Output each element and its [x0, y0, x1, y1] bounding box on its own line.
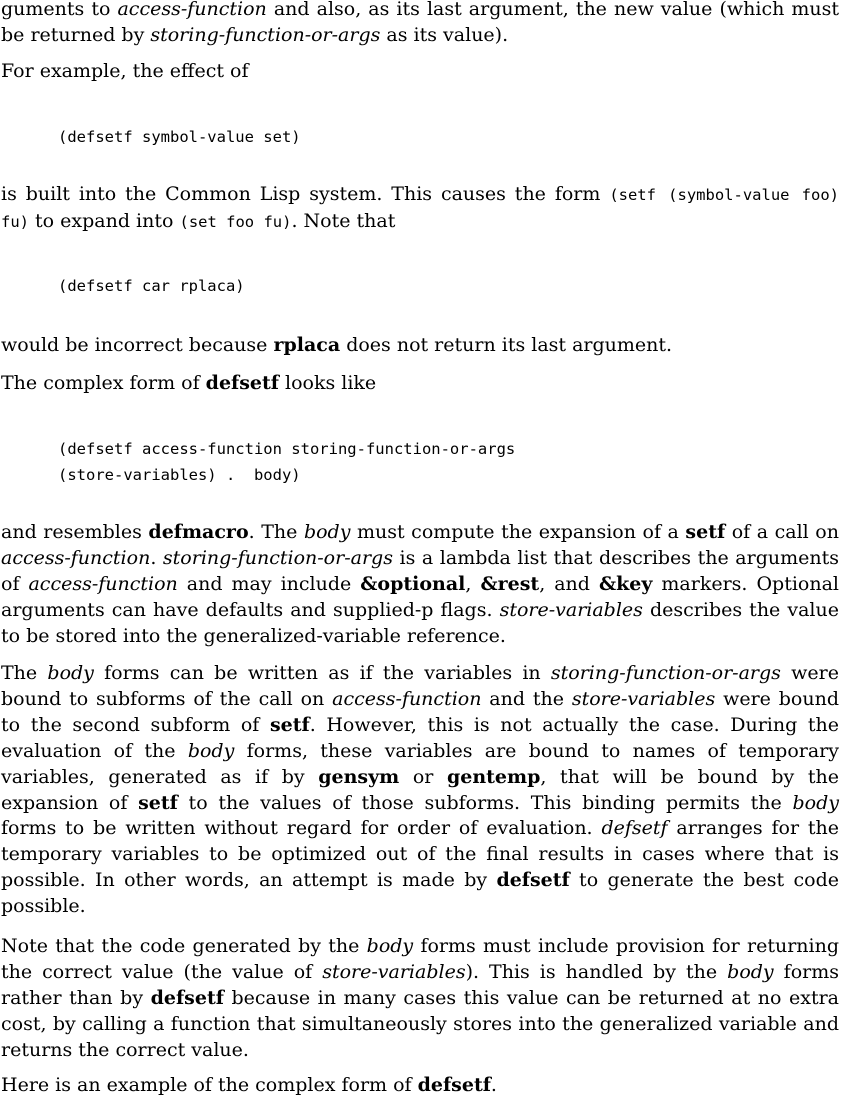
code-inline-setf-form: (setf (symbol-value foo) fu) [1, 186, 840, 231]
term-defsetf: defsetf [205, 372, 279, 394]
term-rplaca: rplaca [273, 334, 341, 356]
paragraph-incorrect: would be incorrect because rplaca does not return its last argument. [1, 334, 673, 356]
paragraph-code-generated: Note that the code generated by the body forms must include provision for returning the correct value (the value of store-variables). This is handled by the body forms rather than by defsetf because in many cases this value can be returned at no extra cost, by calling a function that simultaneously stores into the generalized variable and returns the correct value. [1, 935, 840, 1061]
paragraph-example-complex: Here is an example of the complex form of defsetf. [1, 1074, 497, 1096]
paragraph-example-intro: For example, the effect of [1, 60, 249, 82]
paragraph-built-in: is built into the Common Lisp system. This causes the form (setf (symbol-value foo) fu) to expand into (set foo fu). Note that [1, 183, 840, 232]
paragraph-resembles-defmacro: and resembles defmacro. The body must compute the expansion of a setf of a call on access-function. storing-function-or-args is a lambda list that describes the arguments of access-function and may include &optional, &rest, and &key markers. Optional arguments can have defaults and supplied-p flags. store-variables describes the value to be stored into the generalized-variable reference. [1, 521, 839, 647]
code-block-defsetf-car: (defsetf car rplaca) [58, 277, 245, 295]
code-block-complex-defsetf: (defsetf access-function storing-function-or-args (store-variables) . body) [58, 440, 516, 484]
paragraph-body-forms: The body forms can be written as if the variables in storing-function-or-args were bound to subforms of the call on access-function and the store-variables were bound to the second subform of setf. However, this is not actually the case. During the evaluation of the body forms, these variables are bound to names of temporary variables, generated as if by gensym or gentemp, that will be bound by the expansion of setf to the values of those subforms. This binding permits the body forms to be written without regard for order of evaluation. defsetf arranges for the temporary variables to be optimized out of the final results in cases where that is possible. In other words, an attempt is made by defsetf to generate the best code possible. [1, 662, 840, 918]
code-inline-set-form: (set foo fu) [179, 212, 292, 231]
term-defsetf-final: defsetf [417, 1074, 491, 1096]
paragraph-complex-form: The complex form of defsetf looks like [1, 372, 377, 394]
paragraph-continuation: guments to access-function and also, as its last argument, the new value (which must be returned by storing-function-or-args as its value). [1, 0, 840, 46]
term-storing-function-or-args: storing-function-or-args [150, 23, 381, 46]
term-access-function: access-function [117, 0, 267, 20]
code-block-defsetf-symbol-value: (defsetf symbol-value set) [58, 128, 301, 146]
